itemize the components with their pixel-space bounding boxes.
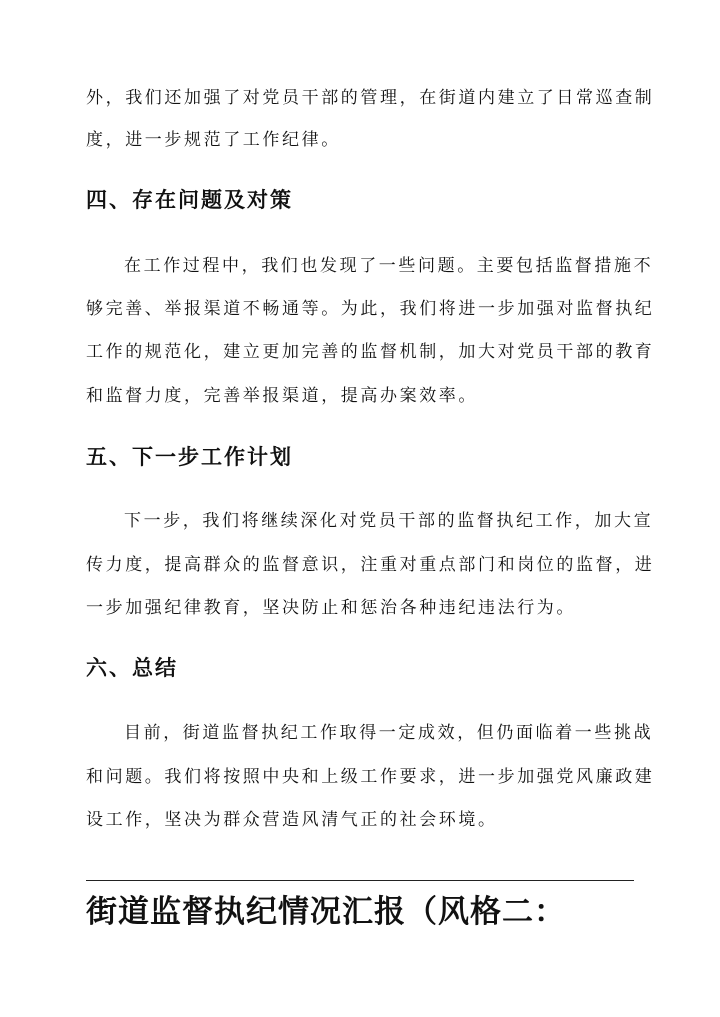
paragraph-line: 度，进一步规范了工作纪律。 <box>86 130 341 150</box>
paragraph-line: 设工作，坚决为群众营造风清气正的社会环境。 <box>86 810 498 830</box>
paragraph-line: 和监督力度，完善举报渠道，提高办案效率。 <box>86 386 478 406</box>
paragraph-line: 一步加强纪律教育，坚决防止和惩治各种违纪违法行为。 <box>86 598 576 618</box>
paragraph-line: 工作的规范化，建立更加完善的监督机制，加大对党员干部的教育 <box>86 342 655 362</box>
paragraph-line: 传力度，提高群众的监督意识，注重对重点部门和岗位的监督，进 <box>86 555 655 575</box>
paragraph-line: 目前，街道监督执纪工作取得一定成效，但仍面临着一些挑战 <box>124 723 654 743</box>
paragraph-line: 在工作过程中，我们也发现了一些问题。主要包括监督措施不 <box>124 256 654 276</box>
section-heading-plan: 五、下一步工作计划 <box>86 444 293 469</box>
title-divider <box>86 880 634 881</box>
section-heading-problems: 四、存在问题及对策 <box>86 187 293 212</box>
next-document-title: 街道监督执纪情况汇报（风格二： <box>86 894 566 930</box>
paragraph-line: 下一步，我们将继续深化对党员干部的监督执纪工作，加大宣 <box>124 511 654 531</box>
section-heading-summary: 六、总结 <box>86 655 178 680</box>
paragraph-line: 外，我们还加强了对党员干部的管理，在街道内建立了日常巡查制 <box>86 88 655 108</box>
paragraph-line: 和问题。我们将按照中央和上级工作要求，进一步加强党风廉政建 <box>86 767 655 787</box>
paragraph-line: 够完善、举报渠道不畅通等。为此，我们将进一步加强对监督执纪 <box>86 299 655 319</box>
